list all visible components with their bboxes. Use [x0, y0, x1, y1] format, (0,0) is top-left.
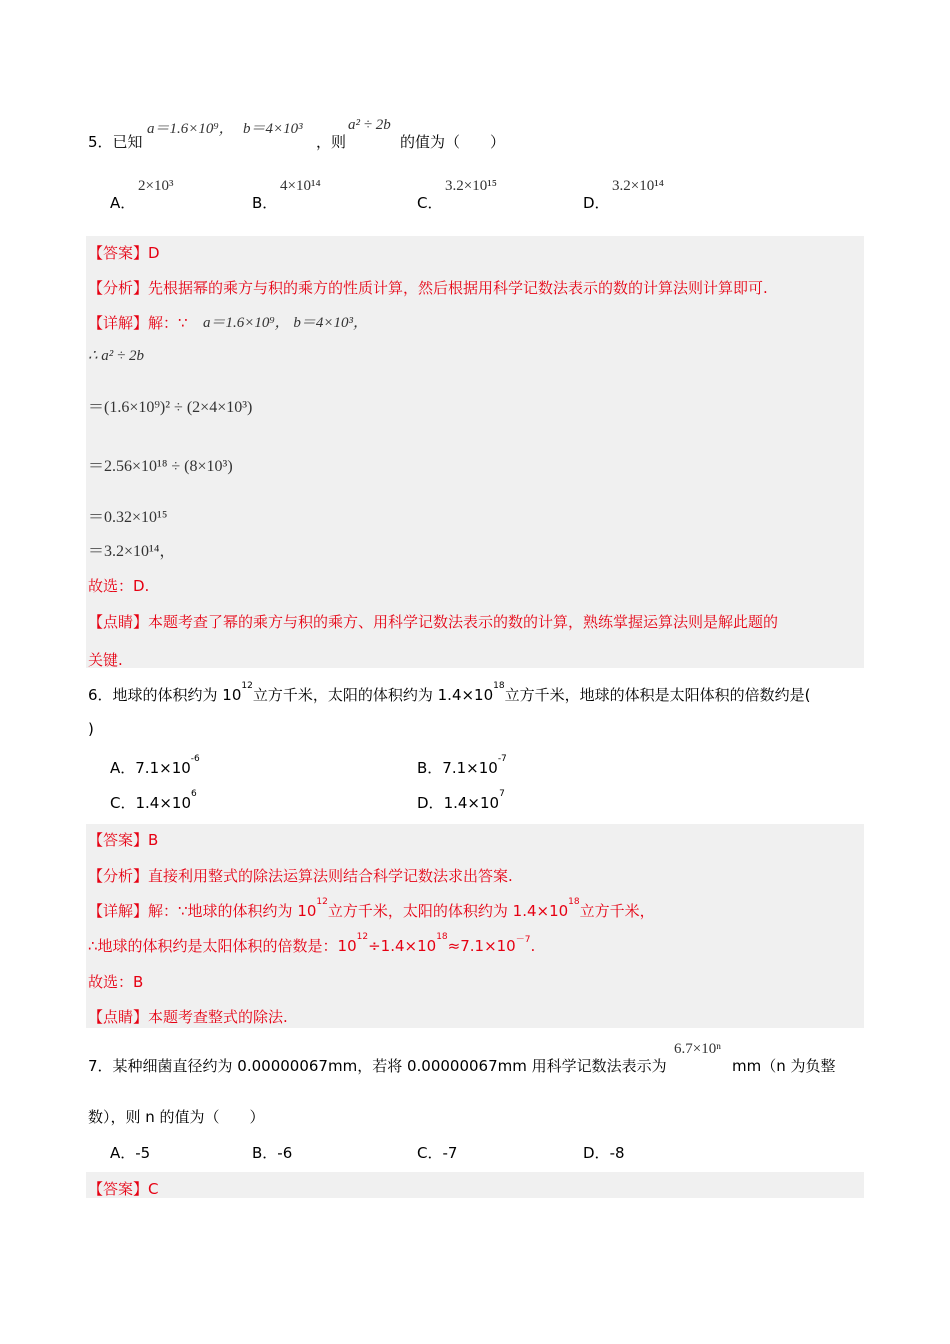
q6-option-c-base: 1.4×10: [135, 794, 191, 812]
q6-line1-b: 立方千米，太阳的体积约为 1.4×10: [252, 686, 494, 704]
q7-line1-a: 7．某种细菌直径约为 0.00000067mm，若将 0.00000067mm 用科学记数法表示为: [88, 1057, 667, 1075]
q5-cond-b: b＝4×10³: [243, 121, 303, 137]
q5-analysis-text: 先根据幂的乘方与积的乘方的性质计算，然后根据用科学记数法表示的数的计算法则计算即可.: [148, 279, 768, 297]
q6-option-b: [417, 754, 507, 778]
q7-option-b: [252, 1142, 292, 1163]
q6-answer-tag: 【答案】: [88, 831, 149, 849]
q5-step-2: ＝(1.6×10⁹)² ÷ (2×4×10³): [88, 399, 253, 416]
q5-answer-tag: 【答案】: [88, 244, 149, 262]
q5-detail-cond: a＝1.6×10⁹， b＝4×10³，: [203, 315, 368, 331]
q6-option-a-base: 7.1×10: [135, 759, 191, 777]
q7-option-b-label: B．: [252, 1144, 278, 1162]
q6-detail-b: 立方千米，太阳的体积约为 1.4×10: [327, 902, 569, 920]
q5-then: ，则: [316, 133, 347, 151]
q6-therefore-d: .: [530, 937, 536, 955]
q6-option-b-exp: -7: [497, 754, 507, 764]
q5-step-4: ＝0.32×10¹⁵: [88, 509, 168, 526]
q6-line1-exp2: 18: [493, 681, 505, 691]
q7-option-d-label: D．: [583, 1144, 610, 1162]
q6-option-a-label: A．: [110, 759, 136, 777]
q6-option-d-base: 1.4×10: [443, 794, 500, 812]
q7-line1-b: mm（n 为负整: [732, 1057, 836, 1075]
q7-option-a: [110, 1142, 150, 1163]
q6-option-d-exp: 7: [499, 789, 505, 799]
q6-therefore-exp2: 18: [436, 932, 448, 942]
q5-option-c-label: C．: [417, 194, 443, 212]
q5-tail: 的值为（ ）: [400, 133, 506, 151]
q6-therefore-exp: 12: [356, 932, 369, 942]
q6-option-d-label: D．: [417, 794, 444, 812]
q7-option-c-value: -7: [442, 1144, 458, 1162]
q6-option-a: [110, 754, 200, 778]
q5-number: 5．已知: [88, 133, 143, 151]
q5-option-d-label: D．: [583, 194, 610, 212]
q6-analysis: [88, 865, 513, 886]
q5-option-b-label: B．: [252, 194, 278, 212]
q5-detail-intro: 解：∵: [148, 314, 188, 332]
q6-therefore: [88, 932, 536, 956]
q6-therefore-c: ≈7.1×10: [447, 937, 516, 955]
q6-answer: [88, 829, 158, 850]
q5-step-1: ∴ a² ÷ 2b: [88, 348, 145, 364]
q5-detail: [88, 312, 188, 333]
q5-option-b-value: 4×10¹⁴: [280, 178, 321, 194]
q6-analysis-text: 直接利用整式的除法运算法则结合科学记数法求出答案.: [148, 867, 513, 885]
q7-option-d-value: -8: [609, 1144, 625, 1162]
q6-detail-c: 立方千米，: [579, 902, 655, 920]
q7-option-a-label: A．: [110, 1144, 136, 1162]
q5-analysis-tag: 【分析】: [88, 279, 149, 297]
q6-answer-value: B: [148, 831, 159, 849]
q7-option-a-value: -5: [135, 1144, 151, 1162]
q6-therefore-exp3: －7: [515, 935, 531, 945]
q5-analysis: [88, 277, 768, 298]
q5-detail-tag: 【详解】: [88, 314, 149, 332]
q6-detail-exp2: 18: [568, 897, 580, 907]
q6-therefore-b: ÷1.4×10: [368, 937, 437, 955]
q7-line2: 数），则 n 的值为（ ）: [88, 1108, 265, 1126]
q5-comment-line2: 关键.: [88, 651, 123, 669]
q6-option-c: [110, 789, 197, 813]
q6-detail-a: 解：∵地球的体积约为 10: [148, 902, 317, 920]
q6-line1: [88, 681, 811, 705]
q6-line1-a: 6．地球的体积约为 10: [88, 686, 242, 704]
q7-option-c: [417, 1142, 457, 1163]
q5-answer: [88, 242, 160, 263]
q6-line1-exp: 12: [241, 681, 253, 691]
q6-option-a-exp: -6: [190, 754, 200, 764]
q7-option-b-value: -6: [277, 1144, 293, 1162]
q7-solution-panel: [86, 1172, 864, 1198]
q7-option-d: [583, 1142, 625, 1163]
q5-answer-value: D: [148, 244, 160, 262]
q5-expr: a² ÷ 2b: [348, 117, 391, 133]
q6-line2: ): [88, 720, 94, 738]
q5-comment-line1: 本题考查了幂的乘方与积的乘方、用科学记数法表示的数的计算，熟练掌握运算法则是解此题的: [148, 613, 779, 631]
q6-analysis-tag: 【分析】: [88, 867, 149, 885]
q7-answer-value: C: [148, 1180, 159, 1198]
q6-line1-c: 立方千米，地球的体积是太阳体积的倍数约是(: [504, 686, 811, 704]
q6-option-b-base: 7.1×10: [442, 759, 498, 777]
q6-detail: [88, 897, 655, 921]
q5-cond-a: a＝1.6×10⁹，: [147, 121, 234, 137]
q6-choose: 故选：B: [88, 973, 144, 991]
q5-comment-tag: 【点睛】: [88, 613, 149, 631]
q6-option-c-exp: 6: [191, 789, 197, 799]
q5-option-c-value: 3.2×10¹⁵: [445, 178, 497, 194]
q6-comment-text: 本题考查整式的除法.: [148, 1008, 288, 1026]
q7-formula: 6.7×10ⁿ: [674, 1041, 721, 1057]
q5-choose: 故选：D.: [88, 577, 150, 595]
q6-comment: [88, 1006, 288, 1027]
q6-option-c-label: C．: [110, 794, 136, 812]
q6-solution-panel: [86, 824, 864, 1028]
q5-option-a-value: 2×10³: [138, 178, 174, 194]
q6-comment-tag: 【点睛】: [88, 1008, 149, 1026]
q7-option-c-label: C．: [417, 1144, 443, 1162]
q5-option-d-value: 3.2×10¹⁴: [612, 178, 664, 194]
q5-option-a-label: A．: [110, 194, 136, 212]
q7-answer: [88, 1178, 159, 1199]
q6-detail-tag: 【详解】: [88, 902, 149, 920]
q6-detail-exp: 12: [316, 897, 328, 907]
q6-option-d: [417, 789, 505, 813]
q5-comment: [88, 611, 778, 632]
q6-therefore-a: ∴地球的体积约是太阳体积的倍数是：10: [88, 937, 357, 955]
q7-answer-tag: 【答案】: [88, 1180, 149, 1198]
q5-solution-panel: [86, 236, 864, 668]
q5-step-5: ＝3.2×10¹⁴，: [88, 543, 176, 560]
q6-option-b-label: B．: [417, 759, 443, 777]
q5-step-3: ＝2.56×10¹⁸ ÷ (8×10³): [88, 458, 233, 475]
